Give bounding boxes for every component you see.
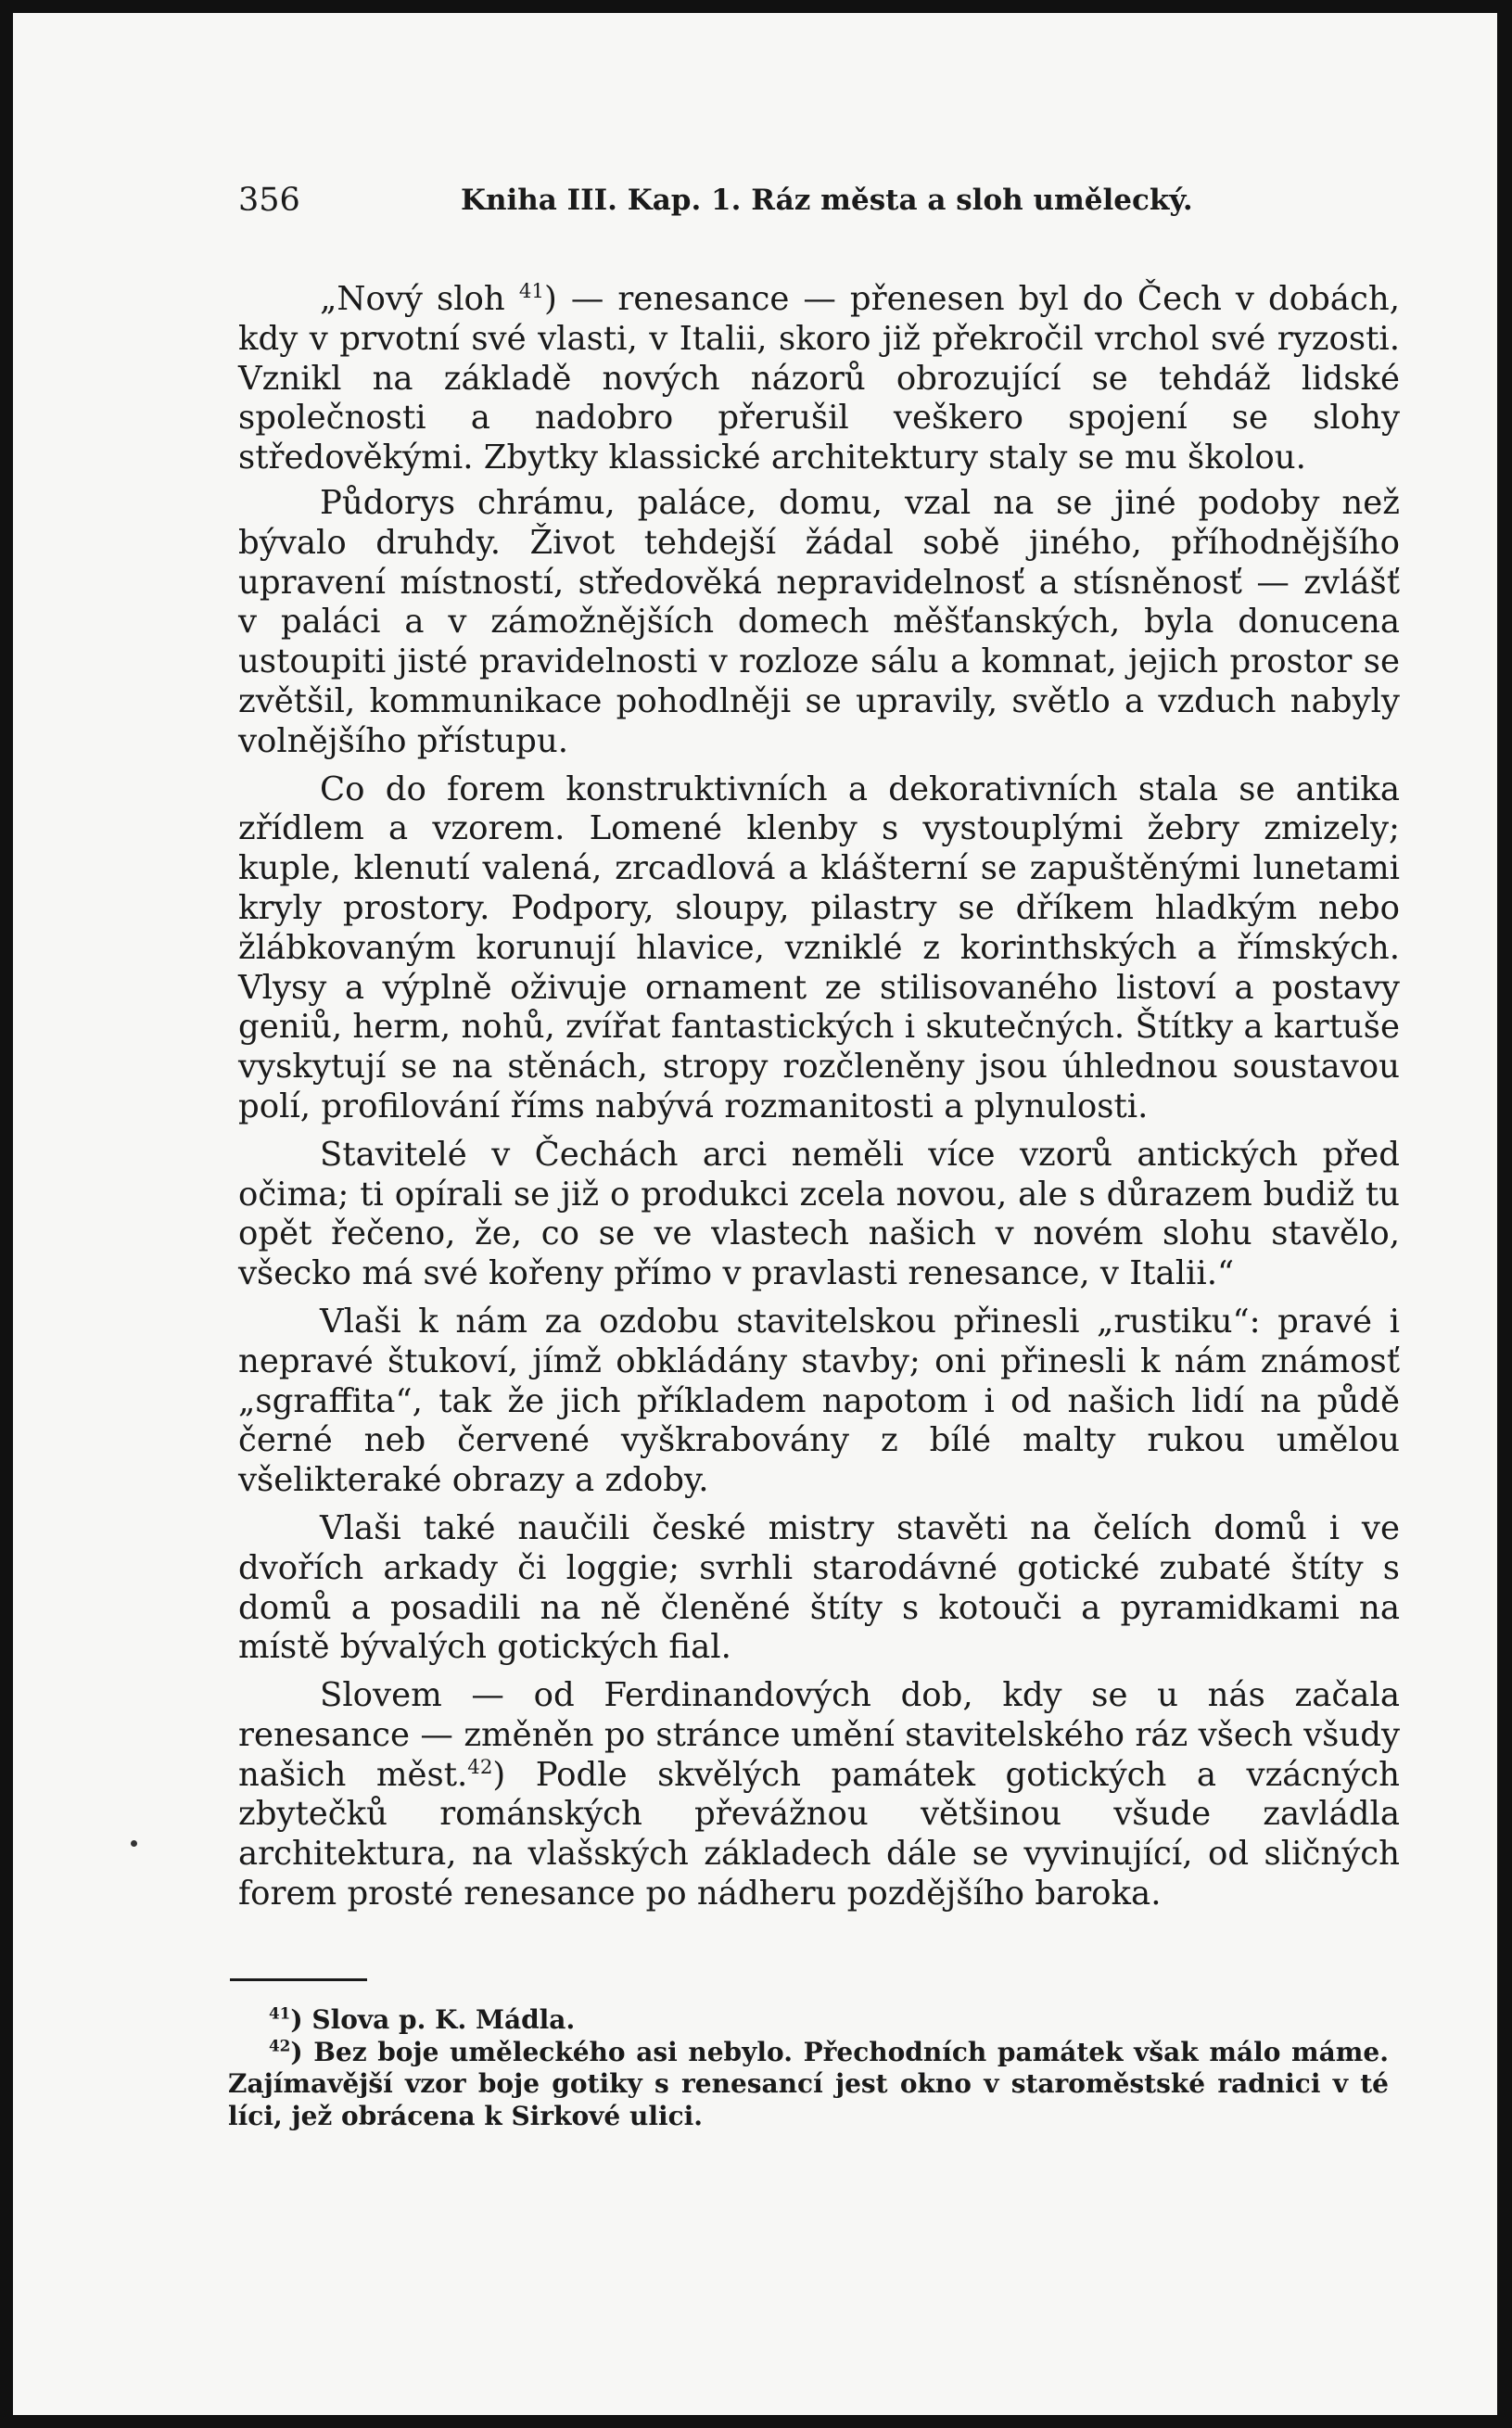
footnote-divider [230,1978,367,1981]
paragraph-4: Stavitelé v Čechách arci neměli více vzorů antických před očima; ti opírali se již o produkci zcela novou, ale s důrazem budiž tu opět řečeno, že, co se ve vlastech našich v novém slohu stavělo, všecko má své kořeny přímo v pravlasti renesance, v Italii.“ [238,1135,1400,1293]
paragraph-3: Co do forem konstruktivních a dekorativních stala se antika zřídlem a vzorem. Lomené klenby s vystouplými žebry zmizely; kuple, klenutí valená, zrcadlová a klášterní se zapuštěnými lunetami kryly prostory. Podpory, sloupy, pilastry se dříkem hladkým nebo žlábkovaným korunují hlavice, vzniklé z korinthských a římských. Vlysy a výplně oživuje ornament ze stilisovaného listoví a postavy geniů, herm, nohů, zvířat fantastických i skutečných. Štítky a kartuše vyskytují se na stěnách, stropy rozčleněny jsou úhlednou soustavou polí, profilování říms nabývá rozmanitosti a plynulosti. [238,769,1400,1125]
paragraph-text: „Nový sloh [320,280,519,318]
footnote-mark: 42 [269,2036,291,2055]
running-title: Kniha III. Kap. 1. Ráz města a sloh umělecký. [461,184,1193,217]
footnote-text: ) Slova p. K. Mádla. [290,2004,576,2035]
paragraph-2: Půdorys chrámu, paláce, domu, vzal na se jiné podoby než bývalo druhdy. Život tehdejší žádal sobě jiného, příhodnějšího upravení místností, středověká nepravidelnosť a stísněnosť — zvlášť v paláci a v zámožnějších domech měšťanských, byla donucena ustoupiti jisté pravidelnosti v rozloze sálu a komnat, jejich prostor se zvětšil, kommunikace pohodlněji se upravily, světlo a vzduch nabyly volnějšího přístupu. [238,483,1400,760]
paragraph-text: ) — renesance — přenesen byl do Čech v dobách, kdy v prvotní své vlasti, v Italii, skoro již překročil vrchol své ryzosti. Vznikl na základě nových názorů obrozující se tehdáž lidské společnosti a nadobro přerušil veškero spojení se slohy středověkými. Zbytky klassické architektury staly se mu školou. [238,280,1400,477]
footnote-41 [228,2004,1389,2037]
body-text [238,280,1400,1923]
footnote-ref: 41 [518,280,544,304]
margin-speck [131,1840,137,1847]
paragraph-text: ) Podle skvělých památek gotických a vzácných zbytečků románských převážnou většinou všude zavládla architektura, na vlašských základech dále se vyvinující, od sličných forem prosté renesance po nádheru pozdějšího baroka. [238,1755,1400,1913]
paragraph-1 [238,280,1400,478]
paragraph-5: Vlaši k nám za ozdobu stavitelskou přinesli „rustiku“: pravé i nepravé štukoví, jímž obkládány stavby; oni přinesli k nám známosť „sgraffita“, tak že jich příkladem napotom i od našich lidí na půdě černé neb červené vyškrabovány z bílé malty rukou umělou všelikteraké obrazy a zdoby. [238,1302,1400,1500]
page-header [238,182,1212,224]
page-number: 356 [238,182,300,219]
footnote-text: ) Bez boje uměleckého asi nebylo. Přechodních památek však málo máme. Zajímavější vzor boje gotiky s renesancí jest okno v staroměstské radnici v té líci, jež obrácena k Sirkové ulici. [228,2036,1389,2131]
paragraph-text: Slovem — od Ferdinandových dob, kdy se u nás začala renesance — změněn po stránce umění stavitelského ráz všech všudy našich měst. [238,1676,1400,1794]
footnote-mark: 41 [269,2003,291,2023]
paragraph-6: Vlaši také naučili české mistry stavěti na čelích domů i ve dvořích arkady či loggie; svrhli starodávné gotické zubaté štíty s domů a posadili na ně členěné štíty s kotouči a pyramidkami na místě bývalých gotických fial. [238,1508,1400,1667]
book-page [13,13,1497,2415]
footnotes [228,2004,1389,2132]
footnote-ref: 42 [467,1755,493,1779]
footnote-42 [228,2037,1389,2133]
paragraph-7 [238,1676,1400,1914]
